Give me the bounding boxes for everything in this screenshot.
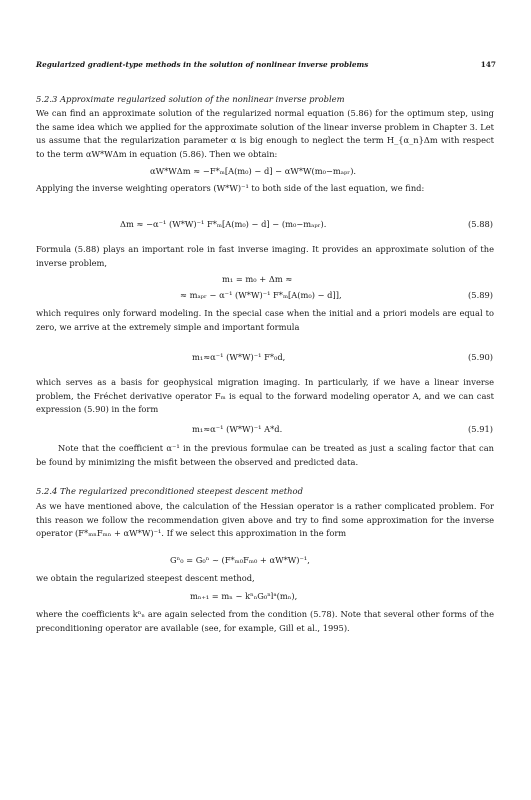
paragraph-1: We can find an approximate solution of the regularized normal equation (5.86) for the optimum step, using the same idea which we applied for the approximate solution of the linear inverse problem in Chapter 3. Let us assume that the regularization parameter α is big enough to neglect the term H_{α_n}Δm with respect to the term αW*WΔm in equation (5.86). Then we obtain: xyxy=(36,108,494,159)
paragraph-8: we obtain the regularized steepest descent method, xyxy=(36,573,255,583)
equation-5-89-line-1: m₁ = m₀ + Δm ≈ xyxy=(222,274,293,284)
equation-number-5-88: (5.88) xyxy=(468,219,493,229)
running-header xyxy=(36,60,496,76)
paragraph-6: Note that the coefficient α⁻¹ in the previous formulae can be treated as just a scaling factor that can be found by minimizing the misfit between the observed and predicted data. xyxy=(36,443,494,467)
equation-unnumbered-1: αW*WΔm ≈ −F*ₘ[A(m₀) − d] − αW*W(m₀−mₐₚᵣ). xyxy=(150,166,357,176)
section-title-5-2-4: 5.2.4 The regularized preconditioned steepest descent method xyxy=(36,486,303,496)
paragraph-2: Applying the inverse weighting operators (W*W)⁻¹ to both side of the last equation, we find: xyxy=(36,183,425,193)
equation-preconditioner: Gⁿ₀ = G₀ⁿ ~ (F*ₘ₀Fₘ₀ + αW*W)⁻¹, xyxy=(170,555,310,565)
section-title-5-2-3: 5.2.3 Approximate regularized solution of the nonlinear inverse problem xyxy=(36,94,345,104)
paragraph-7: As we have mentioned above, the calculation of the Hessian operator is a rather complicated problem. For this reason we follow the recommendation given above and try to find some approximation for the inverse operator (F*ₘₙFₘₙ + αW*W)⁻¹. If we select this approximation in the form xyxy=(36,501,494,539)
equation-number-5-91: (5.91) xyxy=(468,424,493,434)
paragraph-9: where the coefficients kⁿₙ are again selected from the condition (5.78). Note that several other forms of the preconditioning operator are available (see, for example, Gill et al., 1995). xyxy=(36,609,494,633)
page-number: 147 xyxy=(480,60,496,69)
equation-5-89-line-2: ≈ mₐₚᵣ − α⁻¹ (W*W)⁻¹ F*ₘ[A(m₀) − d]], xyxy=(180,290,342,300)
running-title: Regularized gradient-type methods in the solution of nonlinear inverse problems xyxy=(36,60,369,69)
paragraph-5: which serves as a basis for geophysical migration imaging. In particularly, if we have a linear inverse problem, the Fréchet derivative operator Fₘ is equal to the forward modeling operator A, and we can cast expression (5.90) in the form xyxy=(36,377,494,415)
paragraph-4: which requires only forward modeling. In the special case when the initial and a priori models are equal to zero, we arrive at the extremely simple and important formula xyxy=(36,308,494,332)
equation-5-88: Δm ≈ −α⁻¹ (W*W)⁻¹ F*ₘ[A(m₀) − d] − (m₀−mₐₚᵣ). xyxy=(120,219,327,229)
equation-number-5-90: (5.90) xyxy=(468,352,493,362)
equation-5-90: m₁≈α⁻¹ (W*W)⁻¹ F*₀d, xyxy=(192,352,286,362)
equation-steepest-descent: mₙ₊₁ = mₙ − kⁿₙG₀ⁿlᵃ(mₙ), xyxy=(190,591,298,601)
paragraph-3: Formula (5.88) plays an important role in fast inverse imaging. It provides an approximate solution of the inverse problem, xyxy=(36,244,494,268)
equation-5-91: m₁≈α⁻¹ (W*W)⁻¹ A*d. xyxy=(192,424,283,434)
equation-number-5-89: (5.89) xyxy=(468,290,493,300)
